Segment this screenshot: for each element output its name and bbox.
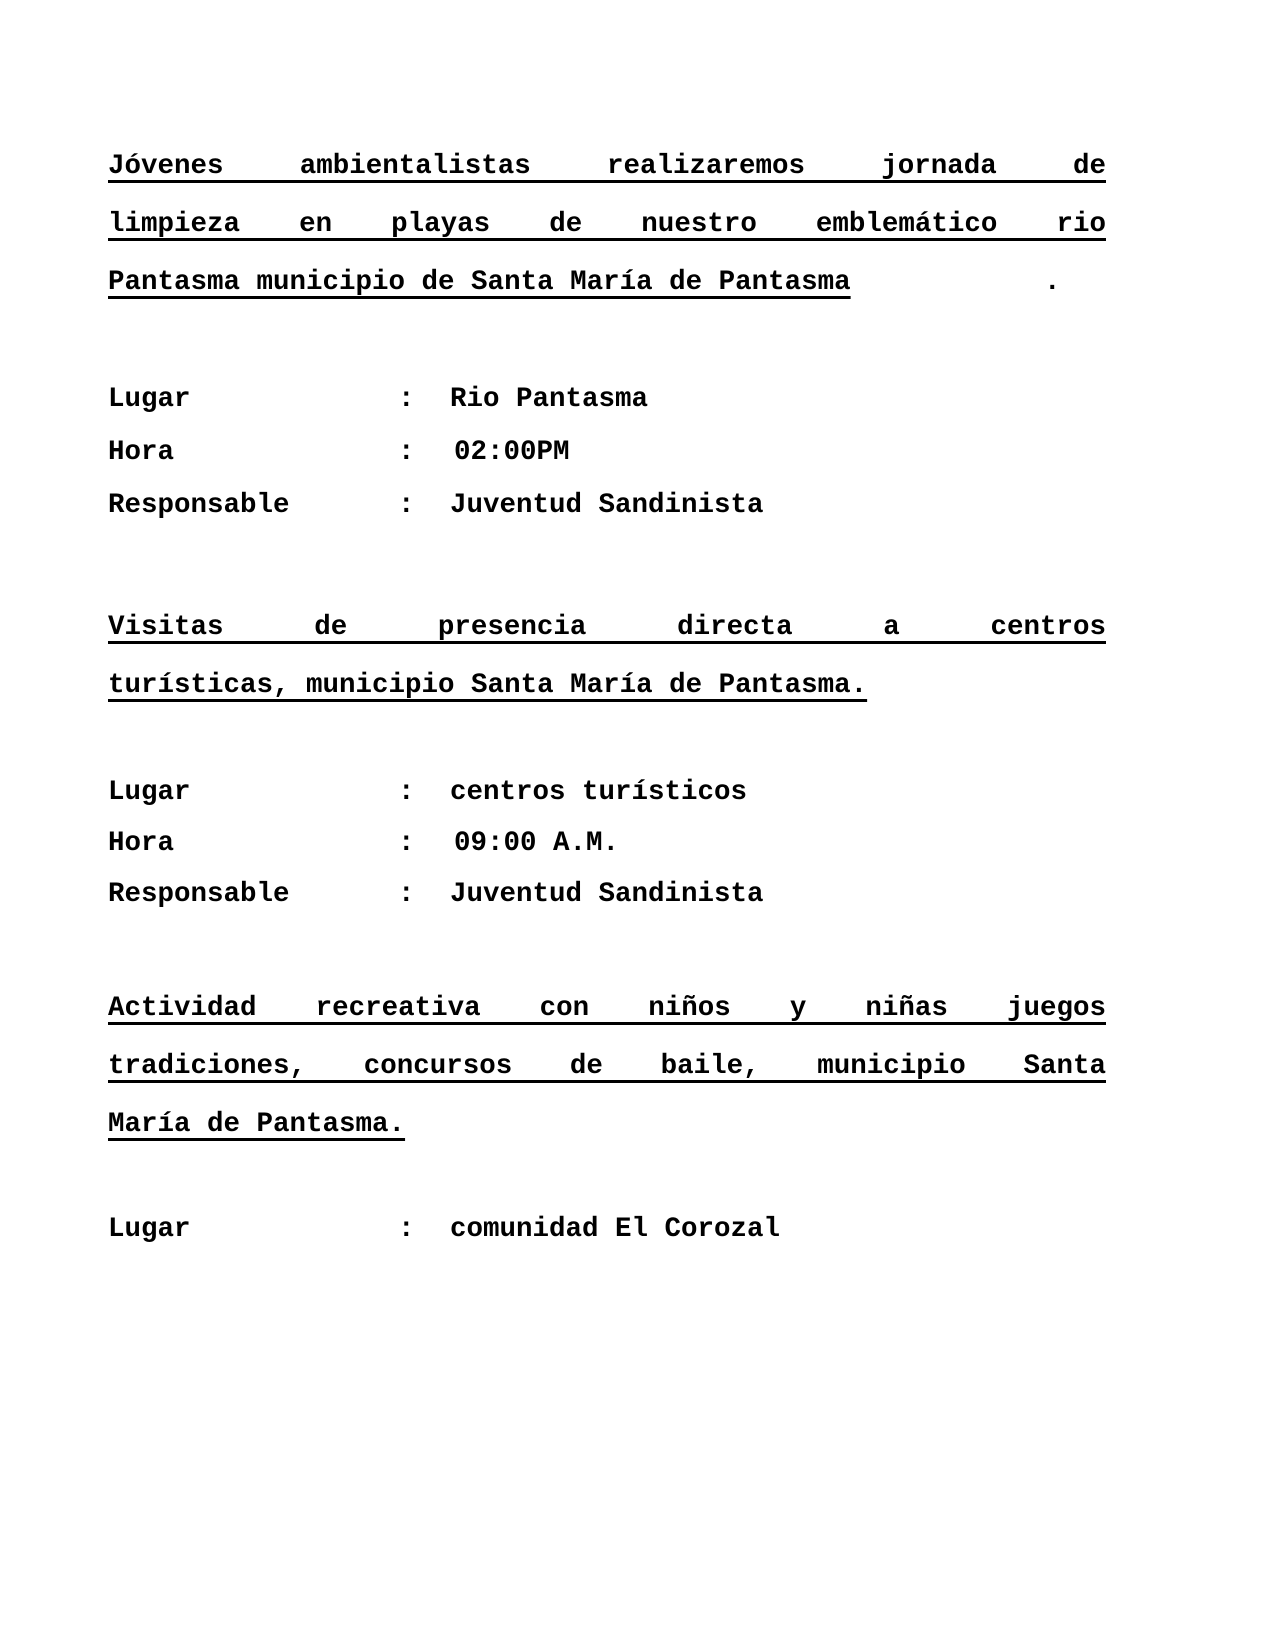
spacer bbox=[108, 312, 1106, 384]
heading-line: limpieza en playas de nuestro emblemático rio bbox=[108, 209, 1106, 240]
detail-row bbox=[108, 828, 1106, 859]
heading-line-text: Pantasma municipio de Santa María de Pantasma bbox=[108, 267, 851, 298]
detail-value: Juventud Sandinista bbox=[450, 879, 764, 910]
heading-line: María de Pantasma. bbox=[108, 1109, 406, 1140]
spacer bbox=[108, 521, 1106, 599]
detail-separator: : bbox=[398, 490, 415, 521]
document-body bbox=[108, 138, 1106, 1245]
spacer bbox=[108, 910, 1106, 980]
detail-row bbox=[108, 777, 1106, 808]
detail-value: comunidad El Corozal bbox=[450, 1214, 781, 1245]
detail-label: Lugar bbox=[108, 384, 191, 415]
detail-row bbox=[108, 490, 1106, 521]
detail-row bbox=[108, 437, 1106, 468]
spacer bbox=[108, 1154, 1106, 1214]
heading-line: turísticas, municipio Santa María de Pantasma. bbox=[108, 670, 868, 701]
detail-value: 02:00PM bbox=[454, 437, 570, 468]
detail-row bbox=[108, 384, 1106, 415]
section-heading-2 bbox=[108, 599, 1106, 715]
detail-separator: : bbox=[398, 828, 415, 859]
detail-separator: : bbox=[398, 384, 415, 415]
detail-label: Hora bbox=[108, 437, 175, 468]
heading-line: Jóvenes ambientalistas realizaremos jornada de bbox=[108, 151, 1106, 182]
detail-label: Lugar bbox=[108, 777, 191, 808]
detail-row bbox=[108, 879, 1106, 910]
detail-value: centros turísticos bbox=[450, 777, 748, 808]
detail-block-2 bbox=[108, 777, 1106, 910]
heading-tail-wrapper bbox=[108, 254, 1106, 312]
detail-label: Lugar bbox=[108, 1214, 191, 1245]
detail-label: Responsable bbox=[108, 879, 290, 910]
heading-tail-period: . bbox=[1044, 267, 1061, 298]
section-heading-3 bbox=[108, 980, 1106, 1154]
detail-separator: : bbox=[398, 777, 415, 808]
detail-row bbox=[108, 1214, 1106, 1245]
heading-line: tradiciones, concursos de baile, municipio Santa bbox=[108, 1051, 1106, 1082]
heading-line: Actividad recreativa con niños y niñas juegos bbox=[108, 993, 1106, 1024]
detail-value: Juventud Sandinista bbox=[450, 490, 764, 521]
heading-line: Visitas de presencia directa a centros bbox=[108, 612, 1106, 643]
detail-value: 09:00 A.M. bbox=[454, 828, 620, 859]
detail-separator: : bbox=[398, 1214, 415, 1245]
detail-label: Hora bbox=[108, 828, 175, 859]
detail-separator: : bbox=[398, 437, 415, 468]
detail-block-3 bbox=[108, 1214, 1106, 1245]
detail-value: Rio Pantasma bbox=[450, 384, 649, 415]
detail-separator: : bbox=[398, 879, 415, 910]
spacer bbox=[108, 715, 1106, 777]
detail-label: Responsable bbox=[108, 490, 290, 521]
detail-block-1 bbox=[108, 384, 1106, 521]
